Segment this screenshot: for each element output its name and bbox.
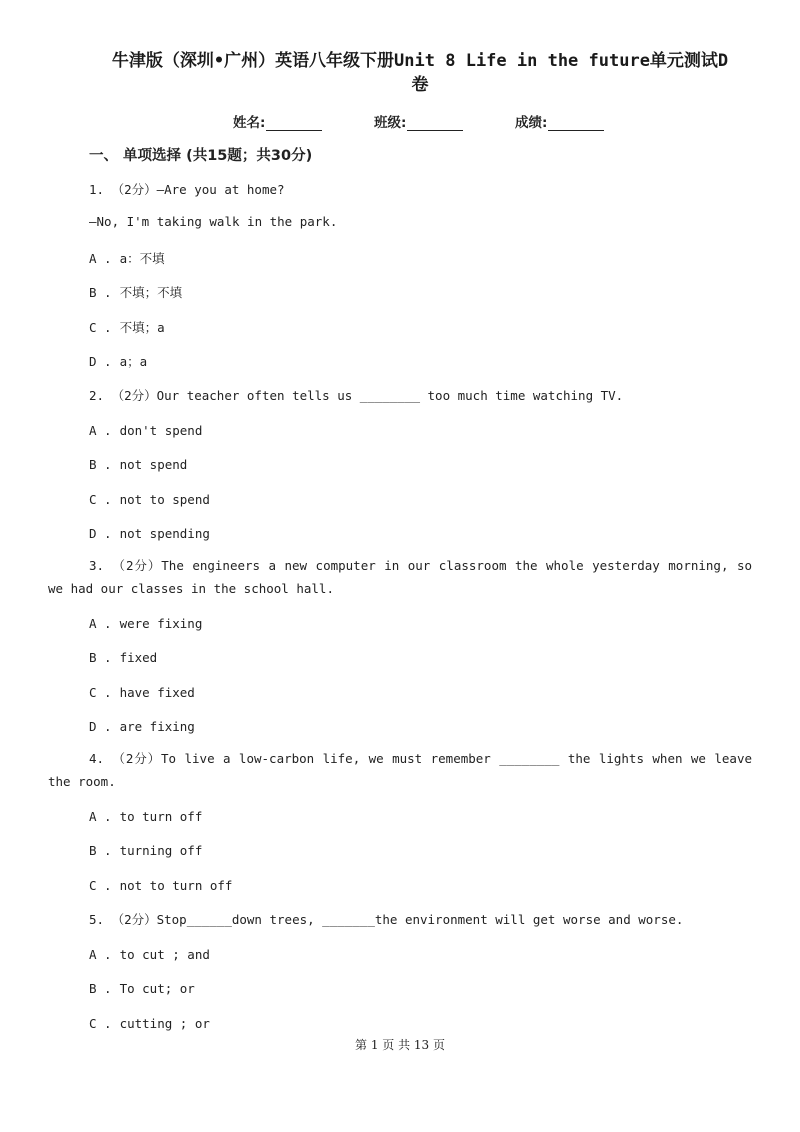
score-blank xyxy=(548,116,604,131)
class-field xyxy=(374,111,463,131)
question-1-line-1: 1. （2分）—Are you at home? xyxy=(89,182,285,197)
page-footer: 第 1 页 共 13 页 xyxy=(355,1038,445,1052)
question-4-option-c: C . not to turn off xyxy=(89,878,233,893)
question-1-option-a: A . a：不填 xyxy=(89,251,165,266)
question-3-option-b: B . fixed xyxy=(89,650,158,665)
question-5-text: 5. （2分）Stop______down trees, _______the environment will get worse and worse. xyxy=(89,912,684,927)
name-label: 姓名: xyxy=(233,115,266,131)
section-heading: 一、 单项选择 (共15题；共30分) xyxy=(89,148,313,164)
name-field xyxy=(233,111,322,131)
question-2-option-d: D . not spending xyxy=(89,526,210,541)
question-1-option-c: C . 不填；a xyxy=(89,320,165,335)
question-5-option-c: C . cutting ; or xyxy=(89,1016,210,1031)
question-3-option-d: D . are fixing xyxy=(89,719,195,734)
score-field xyxy=(515,111,604,131)
question-1-option-d: D . a；a xyxy=(89,354,148,369)
page-title-line1: 牛津版（深圳•广州）英语八年级下册Unit 8 Life in the future单元测试D xyxy=(111,51,729,71)
name-blank xyxy=(266,116,322,131)
question-3-option-a: A . were fixing xyxy=(89,616,203,631)
question-1-line-2: —No, I'm taking walk in the park. xyxy=(89,214,338,229)
question-1-option-b: B . 不填；不填 xyxy=(89,285,183,300)
question-2-option-a: A . don't spend xyxy=(89,423,203,438)
class-blank xyxy=(407,116,463,131)
score-label: 成绩: xyxy=(515,115,548,131)
question-4-option-a: A . to turn off xyxy=(89,809,203,824)
question-4-text: 4. （2分）To live a low-carbon life, we must remember ________ the lights when we leave the room. xyxy=(48,751,752,789)
question-2-option-c: C . not to spend xyxy=(89,492,210,507)
question-4-option-b: B . turning off xyxy=(89,843,203,858)
question-5-option-b: B . To cut; or xyxy=(89,981,195,996)
question-3-option-c: C . have fixed xyxy=(89,685,195,700)
question-2-option-b: B . not spend xyxy=(89,457,188,472)
page-title-line2: 卷 xyxy=(411,75,429,95)
class-label: 班级: xyxy=(374,115,407,131)
question-5-option-a: A . to cut ; and xyxy=(89,947,210,962)
question-2-text: 2. （2分）Our teacher often tells us ________ too much time watching TV. xyxy=(89,388,624,403)
question-3-text: 3. （2分）The engineers a new computer in our classroom the whole yesterday morning, so we had our classes in the school hall. xyxy=(48,558,752,596)
